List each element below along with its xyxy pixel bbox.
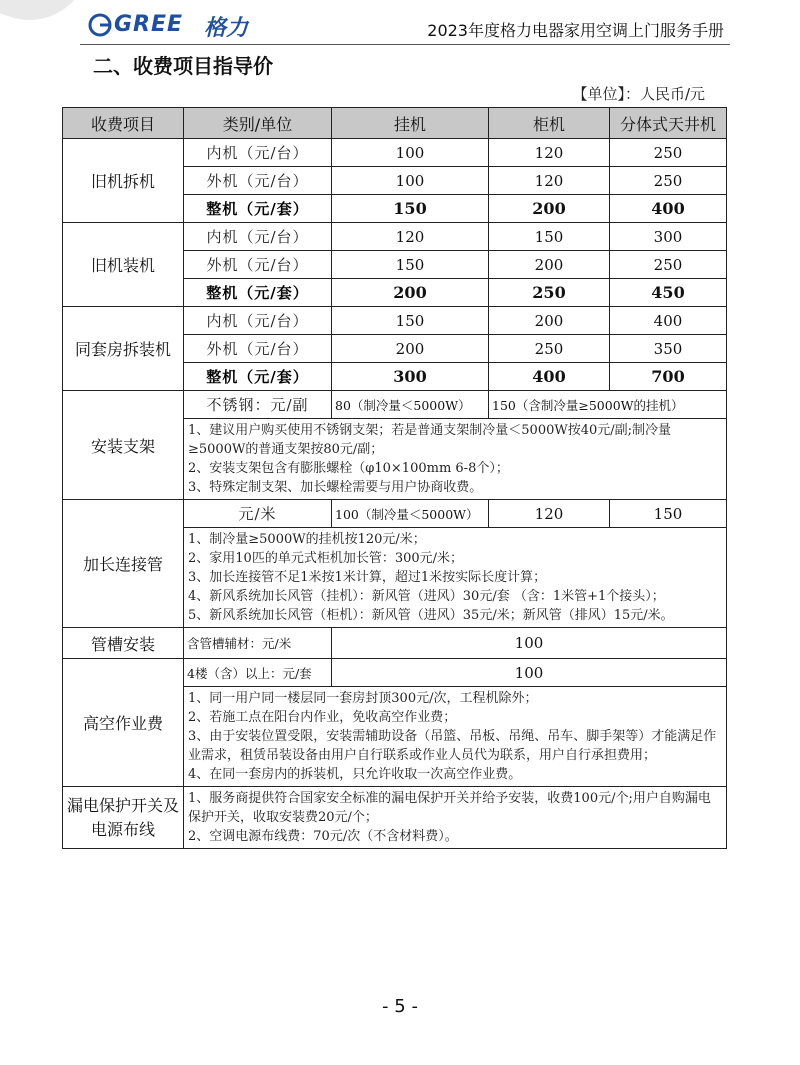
price-cell: 700: [610, 363, 727, 391]
table-row: [63, 307, 727, 335]
price-cell: 300: [610, 223, 727, 251]
table-row: [63, 223, 727, 251]
col-header-item: 收费项目: [63, 108, 184, 139]
col-header-cabinet: 柜机: [489, 108, 610, 139]
price-cell: 150: [489, 223, 610, 251]
price-cell: 150: [610, 500, 727, 528]
price-cell: 120: [489, 167, 610, 195]
unit-cell: 外机（元/台）: [184, 251, 332, 279]
price-cell: 100: [332, 139, 489, 167]
category-cell: 安装支架: [63, 391, 184, 500]
price-cell: 200: [489, 195, 610, 223]
note-line: 1、建议用户购买使用不锈钢支架；若是普通支架制冷量＜5000W按40元/副;制冷量≥5000W的普通支架按80元/副；: [188, 423, 672, 457]
manual-title: 2023年度格力电器家用空调上门服务手册: [427, 21, 724, 40]
price-cell: 250: [489, 335, 610, 363]
note-line: 4、在同一套房内的拆装机，只允许收取一次高空作业费。: [188, 767, 522, 782]
page-header: [80, 8, 730, 45]
price-cell: 200: [332, 335, 489, 363]
price-cell: 400: [610, 195, 727, 223]
price-cell: 350: [610, 335, 727, 363]
unit-cell: 内机（元/台）: [184, 223, 332, 251]
gree-logo-icon: [88, 13, 112, 37]
table-row: [63, 391, 727, 419]
price-cell: 100（制冷量＜5000W）: [332, 500, 489, 528]
note-line: 5、新风系统加长风管（柜机）：新风管（进风）35元/米；新风管（排风）15元/米。: [188, 608, 674, 623]
price-cell: 150: [332, 307, 489, 335]
notes-cell: [184, 528, 727, 628]
unit-cell: 外机（元/台）: [184, 335, 332, 363]
price-cell: 150（含制冷量≥5000W的挂机）: [489, 391, 727, 419]
table-row: [63, 628, 727, 659]
logo-text: GREE: [114, 12, 184, 37]
price-cell: 120: [332, 223, 489, 251]
note-line: 1、制冷量≥5000W的挂机按120元/米；: [188, 532, 426, 547]
page-corner-shadow: [0, 0, 87, 36]
price-cell: 450: [610, 279, 727, 307]
category-cell: 高空作业费: [63, 659, 184, 787]
price-cell: 120: [489, 500, 610, 528]
unit-cell: 不锈钢：元/副: [184, 391, 332, 419]
note-line: 3、由于安装位置受限，安装需辅助设备（吊篮、吊板、吊绳、吊车、脚手架等）才能满足作业需求，租赁吊装设备由用户自行联系或作业人员代为联系，用户自行承担费用；: [188, 729, 717, 763]
note-line: 2、空调电源布线费：70元/次（不含材料费）。: [188, 829, 458, 844]
col-header-wall: 挂机: [332, 108, 489, 139]
price-cell: 300: [332, 363, 489, 391]
price-cell: 100: [332, 628, 727, 659]
note-line: 3、特殊定制支架、加长螺栓需要与用户协商收费。: [188, 480, 483, 495]
category-cell: 管槽安装: [63, 628, 184, 659]
price-cell: 80（制冷量＜5000W）: [332, 391, 489, 419]
unit-cell: 整机（元/套）: [184, 279, 332, 307]
price-cell: 200: [489, 307, 610, 335]
price-cell: 250: [610, 251, 727, 279]
fee-table: [62, 107, 727, 849]
price-cell: 100: [332, 167, 489, 195]
category-cell: 漏电保护开关及电源布线: [63, 787, 184, 849]
price-cell: 200: [489, 251, 610, 279]
category-cell: 同套房拆装机: [63, 307, 184, 391]
table-row: [63, 500, 727, 528]
logo-cn: 格力: [204, 16, 249, 41]
price-cell: 400: [489, 363, 610, 391]
category-cell: 旧机装机: [63, 223, 184, 307]
unit-cell: 外机（元/台）: [184, 167, 332, 195]
unit-cell: 整机（元/套）: [184, 195, 332, 223]
price-cell: 200: [332, 279, 489, 307]
col-header-ceiling: 分体式天井机: [610, 108, 727, 139]
category-cell: 加长连接管: [63, 500, 184, 628]
price-cell: 150: [332, 195, 489, 223]
note-line: 4、新风系统加长风管（挂机）：新风管（进风）30元/套 （含：1米管+1个接头）；: [188, 589, 665, 604]
note-line: 2、家用10匹的单元式柜机加长管：300元/米；: [188, 551, 464, 566]
price-cell: 250: [610, 167, 727, 195]
page-number: - 5 -: [382, 996, 418, 1017]
unit-cell: 含管槽辅材：元/米: [184, 628, 332, 659]
unit-cell: 整机（元/套）: [184, 363, 332, 391]
price-cell: 150: [332, 251, 489, 279]
category-cell: 旧机拆机: [63, 139, 184, 223]
price-cell: 250: [489, 279, 610, 307]
unit-cell: 元/米: [184, 500, 332, 528]
col-header-unit: 类别/单位: [184, 108, 332, 139]
table-row: [63, 139, 727, 167]
note-line: 1、服务商提供符合国家安全标准的漏电保护开关并给予安装，收费100元/个;用户自购漏电保护开关，收取安装费20元/个；: [188, 791, 711, 825]
unit-cell: 4楼（含）以上：元/套: [184, 659, 332, 687]
table-header-row: [63, 108, 727, 139]
note-line: 3、加长连接管不足1米按1米计算，超过1米按实际长度计算；: [188, 570, 547, 585]
section-title: 二、收费项目指导价: [93, 54, 273, 78]
unit-note: 【单位】：人民币/元: [572, 85, 705, 103]
price-cell: 120: [489, 139, 610, 167]
table-row: [63, 659, 727, 687]
notes-cell: [184, 419, 727, 500]
notes-cell: [184, 787, 727, 849]
note-line: 1、同一用户同一楼层同一套房封顶300元/次，工程机除外；: [188, 691, 538, 706]
note-line: 2、安装支架包含有膨胀螺栓（φ10×100mm 6-8个）；: [188, 461, 509, 476]
price-cell: 100: [332, 659, 727, 687]
price-cell: 400: [610, 307, 727, 335]
note-line: 2、若施工点在阳台内作业，免收高空作业费；: [188, 710, 457, 725]
gree-logo: [88, 10, 258, 40]
notes-cell: [184, 687, 727, 787]
price-cell: 250: [610, 139, 727, 167]
unit-cell: 内机（元/台）: [184, 307, 332, 335]
table-row: [63, 787, 727, 849]
unit-cell: 内机（元/台）: [184, 139, 332, 167]
